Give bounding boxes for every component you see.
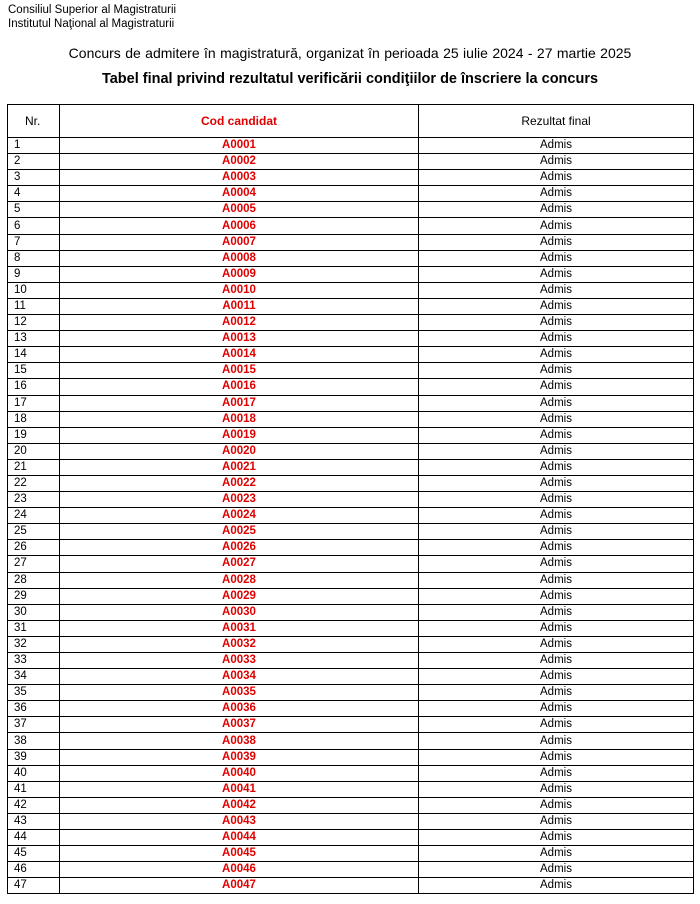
row-number-cell: 38 [8,733,60,749]
final-result-cell: Admis [419,186,694,202]
table-row [8,733,694,749]
row-number-cell: 12 [8,315,60,331]
candidate-code-cell: A0009 [60,266,419,282]
candidate-code-cell: A0020 [60,443,419,459]
candidate-code-cell: A0016 [60,379,419,395]
table-row [8,170,694,186]
final-result-cell: Admis [419,733,694,749]
table-row [8,443,694,459]
candidate-code-cell: A0032 [60,636,419,652]
candidate-code-cell: A0024 [60,508,419,524]
final-result-cell: Admis [419,878,694,894]
row-number-cell: 21 [8,459,60,475]
candidate-code-cell: A0047 [60,878,419,894]
table-row [8,186,694,202]
final-result-cell: Admis [419,218,694,234]
row-number-cell: 16 [8,379,60,395]
row-number-cell: 37 [8,717,60,733]
column-header-result: Rezultat final [419,105,694,138]
table-row [8,540,694,556]
column-header-code: Cod candidat [60,105,419,138]
final-result-cell: Admis [419,315,694,331]
candidate-code-cell: A0026 [60,540,419,556]
row-number-cell: 43 [8,813,60,829]
row-number-cell: 15 [8,363,60,379]
table-row [8,572,694,588]
final-result-cell: Admis [419,298,694,314]
table-row [8,154,694,170]
final-result-cell: Admis [419,604,694,620]
candidate-code-cell: A0004 [60,186,419,202]
candidate-code-cell: A0040 [60,765,419,781]
page-title: Tabel final privind rezultatul verificării condiţiilor de înscriere la concurs [101,71,599,87]
table-row [8,878,694,894]
row-number-cell: 36 [8,701,60,717]
row-number-cell: 10 [8,282,60,298]
row-number-cell: 47 [8,878,60,894]
candidate-code-cell: A0006 [60,218,419,234]
final-result-cell: Admis [419,749,694,765]
table-row [8,298,694,314]
candidate-code-cell: A0015 [60,363,419,379]
row-number-cell: 17 [8,395,60,411]
candidate-code-cell: A0012 [60,315,419,331]
row-number-cell: 26 [8,540,60,556]
row-number-cell: 13 [8,331,60,347]
candidate-code-cell: A0031 [60,620,419,636]
final-result-cell: Admis [419,170,694,186]
row-number-cell: 3 [8,170,60,186]
table-row [8,234,694,250]
row-number-cell: 46 [8,862,60,878]
final-result-cell: Admis [419,781,694,797]
table-row [8,266,694,282]
row-number-cell: 11 [8,298,60,314]
final-result-cell: Admis [419,572,694,588]
row-number-cell: 5 [8,202,60,218]
candidate-code-cell: A0008 [60,250,419,266]
final-result-cell: Admis [419,797,694,813]
row-number-cell: 27 [8,556,60,572]
row-number-cell: 4 [8,186,60,202]
candidate-code-cell: A0007 [60,234,419,250]
final-result-cell: Admis [419,282,694,298]
table-row [8,411,694,427]
row-number-cell: 33 [8,653,60,669]
row-number-cell: 30 [8,604,60,620]
row-number-cell: 41 [8,781,60,797]
table-row [8,781,694,797]
final-result-cell: Admis [419,395,694,411]
candidate-code-cell: A0014 [60,347,419,363]
candidate-code-cell: A0005 [60,202,419,218]
table-row [8,653,694,669]
final-result-cell: Admis [419,475,694,491]
row-number-cell: 39 [8,749,60,765]
contest-subtitle: Concurs de admitere în magistratură, organizat în perioada 25 iulie 2024 - 27 martie 2025 [68,45,632,61]
final-result-cell: Admis [419,202,694,218]
final-result-cell: Admis [419,411,694,427]
candidate-code-cell: A0010 [60,282,419,298]
final-result-cell: Admis [419,813,694,829]
candidate-code-cell: A0042 [60,797,419,813]
final-result-cell: Admis [419,492,694,508]
table-row [8,315,694,331]
row-number-cell: 32 [8,636,60,652]
final-result-cell: Admis [419,540,694,556]
table-row [8,604,694,620]
table-row [8,427,694,443]
row-number-cell: 1 [8,138,60,154]
table-row [8,138,694,154]
candidate-code-cell: A0033 [60,653,419,669]
row-number-cell: 20 [8,443,60,459]
candidate-code-cell: A0022 [60,475,419,491]
table-row [8,395,694,411]
candidate-code-cell: A0029 [60,588,419,604]
row-number-cell: 25 [8,524,60,540]
row-number-cell: 14 [8,347,60,363]
final-result-cell: Admis [419,266,694,282]
row-number-cell: 35 [8,685,60,701]
row-number-cell: 40 [8,765,60,781]
row-number-cell: 7 [8,234,60,250]
row-number-cell: 22 [8,475,60,491]
table-row [8,862,694,878]
table-row [8,492,694,508]
final-result-cell: Admis [419,154,694,170]
institution-name-inm: Institutul Naţional al Magistraturii [8,18,175,30]
final-result-cell: Admis [419,379,694,395]
final-result-cell: Admis [419,234,694,250]
table-row [8,282,694,298]
candidate-code-cell: A0035 [60,685,419,701]
table-row [8,524,694,540]
candidate-code-cell: A0018 [60,411,419,427]
institution-name-csm: Consiliul Superior al Magistraturii [8,4,177,16]
table-row [8,202,694,218]
candidate-code-cell: A0019 [60,427,419,443]
table-row [8,331,694,347]
row-number-cell: 8 [8,250,60,266]
table-row [8,846,694,862]
candidate-code-cell: A0025 [60,524,419,540]
candidate-code-cell: A0039 [60,749,419,765]
candidate-code-cell: A0034 [60,669,419,685]
column-header-nr: Nr. [8,105,60,138]
table-row [8,669,694,685]
candidate-code-cell: A0028 [60,572,419,588]
row-number-cell: 2 [8,154,60,170]
row-number-cell: 45 [8,846,60,862]
table-row [8,347,694,363]
table-row [8,588,694,604]
final-result-cell: Admis [419,250,694,266]
candidate-code-cell: A0044 [60,830,419,846]
table-row [8,636,694,652]
row-number-cell: 29 [8,588,60,604]
row-number-cell: 19 [8,427,60,443]
candidate-code-cell: A0038 [60,733,419,749]
final-result-cell: Admis [419,588,694,604]
final-result-cell: Admis [419,846,694,862]
candidate-code-cell: A0043 [60,813,419,829]
row-number-cell: 34 [8,669,60,685]
results-table [7,104,694,894]
final-result-cell: Admis [419,427,694,443]
table-header-row [8,105,694,138]
final-result-cell: Admis [419,830,694,846]
candidate-code-cell: A0003 [60,170,419,186]
table-row [8,250,694,266]
final-result-cell: Admis [419,636,694,652]
table-row [8,459,694,475]
candidate-code-cell: A0011 [60,298,419,314]
row-number-cell: 23 [8,492,60,508]
final-result-cell: Admis [419,459,694,475]
candidate-code-cell: A0041 [60,781,419,797]
final-result-cell: Admis [419,443,694,459]
table-row [8,765,694,781]
table-row [8,813,694,829]
final-result-cell: Admis [419,138,694,154]
final-result-cell: Admis [419,508,694,524]
final-result-cell: Admis [419,685,694,701]
table-row [8,797,694,813]
candidate-code-cell: A0036 [60,701,419,717]
table-row [8,685,694,701]
candidate-code-cell: A0027 [60,556,419,572]
table-row [8,749,694,765]
table-row [8,556,694,572]
candidate-code-cell: A0001 [60,138,419,154]
table-row [8,717,694,733]
final-result-cell: Admis [419,524,694,540]
candidate-code-cell: A0013 [60,331,419,347]
candidate-code-cell: A0023 [60,492,419,508]
candidate-code-cell: A0021 [60,459,419,475]
table-row [8,701,694,717]
candidate-code-cell: A0045 [60,846,419,862]
row-number-cell: 28 [8,572,60,588]
final-result-cell: Admis [419,717,694,733]
final-result-cell: Admis [419,347,694,363]
final-result-cell: Admis [419,701,694,717]
row-number-cell: 42 [8,797,60,813]
row-number-cell: 44 [8,830,60,846]
table-row [8,508,694,524]
candidate-code-cell: A0002 [60,154,419,170]
table-row [8,363,694,379]
row-number-cell: 24 [8,508,60,524]
row-number-cell: 6 [8,218,60,234]
final-result-cell: Admis [419,363,694,379]
candidate-code-cell: A0046 [60,862,419,878]
table-row [8,620,694,636]
final-result-cell: Admis [419,331,694,347]
final-result-cell: Admis [419,765,694,781]
row-number-cell: 9 [8,266,60,282]
final-result-cell: Admis [419,620,694,636]
table-row [8,475,694,491]
table-row [8,379,694,395]
final-result-cell: Admis [419,862,694,878]
row-number-cell: 18 [8,411,60,427]
table-row [8,830,694,846]
candidate-code-cell: A0037 [60,717,419,733]
final-result-cell: Admis [419,653,694,669]
final-result-cell: Admis [419,669,694,685]
table-row [8,218,694,234]
candidate-code-cell: A0030 [60,604,419,620]
candidate-code-cell: A0017 [60,395,419,411]
row-number-cell: 31 [8,620,60,636]
final-result-cell: Admis [419,556,694,572]
